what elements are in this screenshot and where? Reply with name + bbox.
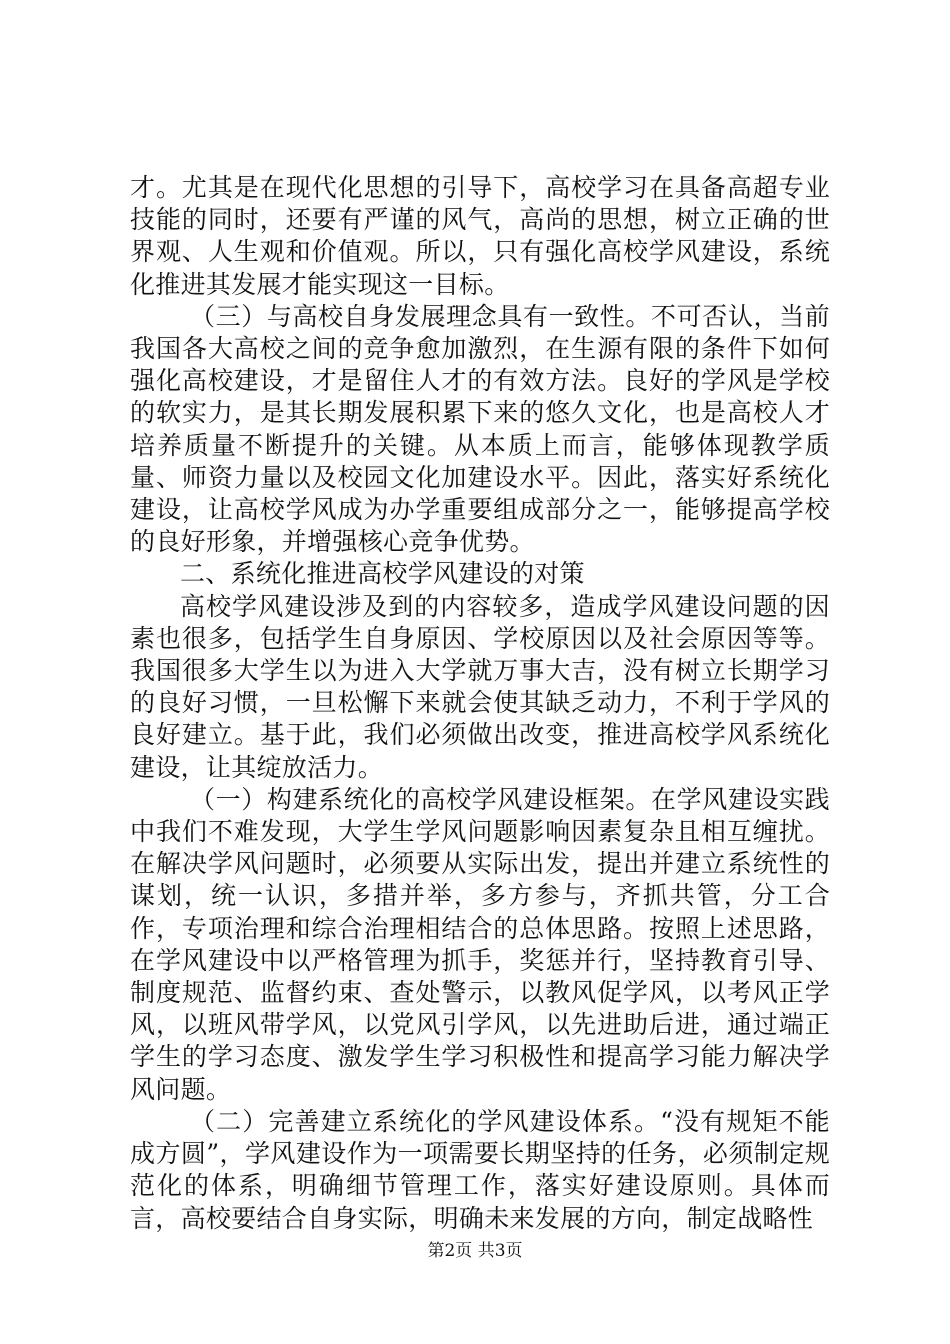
paragraph-continuation: 才。尤其是在现代化思想的引导下，高校学习在具备高超专业技能的同时，还要有严谨的风气，高尚的思想，树立正确的世界观、人生观和价值观。所以，只有强化高校学风建设，系统化推进其发展才能实现这一目标。 <box>130 173 830 299</box>
paragraph-subsection-one: （一）构建系统化的高校学风建设框架。在学风建设实践中我们不难发现，大学生学风问题影响因素复杂且相互缠扰。在解决学风问题时，必须要从实际出发，提出并建立系统性的谋划，统一认识，多措并举，多方参与，齐抓共管，分工合作，专项治理和综合治理相结合的总体思路。按照上述思路，在学风建设中以严格管理为抓手，奖惩并行，坚持教育引导、制度规范、监督约束、查处警示，以教风促学风，以考风正学风，以班风带学风，以党风引学风，以先进助后进，通过端正学生的学习态度、激发学生学习积极性和提高学习能力解决学风问题。 <box>130 784 830 1104</box>
paragraph-section-three: （三）与高校自身发展理念具有一致性。不可否认，当前我国各大高校之间的竞争愈加激烈，在生源有限的条件下如何强化高校建设，才是留住人才的有效方法。良好的学风是学校的软实力，是其长期发展积累下来的悠久文化，也是高校人才培养质量不断提升的关键。从本质上而言，能够体现教学质量、师资力量以及校园文化加建设水平。因此，落实好系统化建设，让高校学风成为办学重要组成部分之一，能够提高学校的良好形象，并增强核心竞争优势。 <box>130 301 830 557</box>
section-heading-two: 二、系统化推进高校学风建设的对策 <box>180 559 585 589</box>
paragraph-intro-countermeasures: 高校学风建设涉及到的内容较多，造成学风建设问题的因素也很多，包括学生自身原因、学校原因以及社会原因等等。我国很多大学生以为进入大学就万事大吉，没有树立长期学习的良好习惯，一旦松懈下来就会使其缺乏动力，不利于学风的良好建立。基于此，我们必须做出改变，推进高校学风系统化建设，让其绽放活力。 <box>130 591 830 782</box>
paragraph-subsection-two: （二）完善建立系统化的学风建设体系。“没有规矩不能成方圆”，学风建设作为一项需要长期坚持的任务，必须制定规范化的体系，明确细节管理工作，落实好建设原则。具体而言，高校要结合自身实际，明确未来发展的方向，制定战略性 <box>130 1106 830 1233</box>
document-body <box>130 172 830 1235</box>
page-number: 第2页 共3页 <box>427 1241 523 1261</box>
page-footer <box>0 1241 950 1261</box>
